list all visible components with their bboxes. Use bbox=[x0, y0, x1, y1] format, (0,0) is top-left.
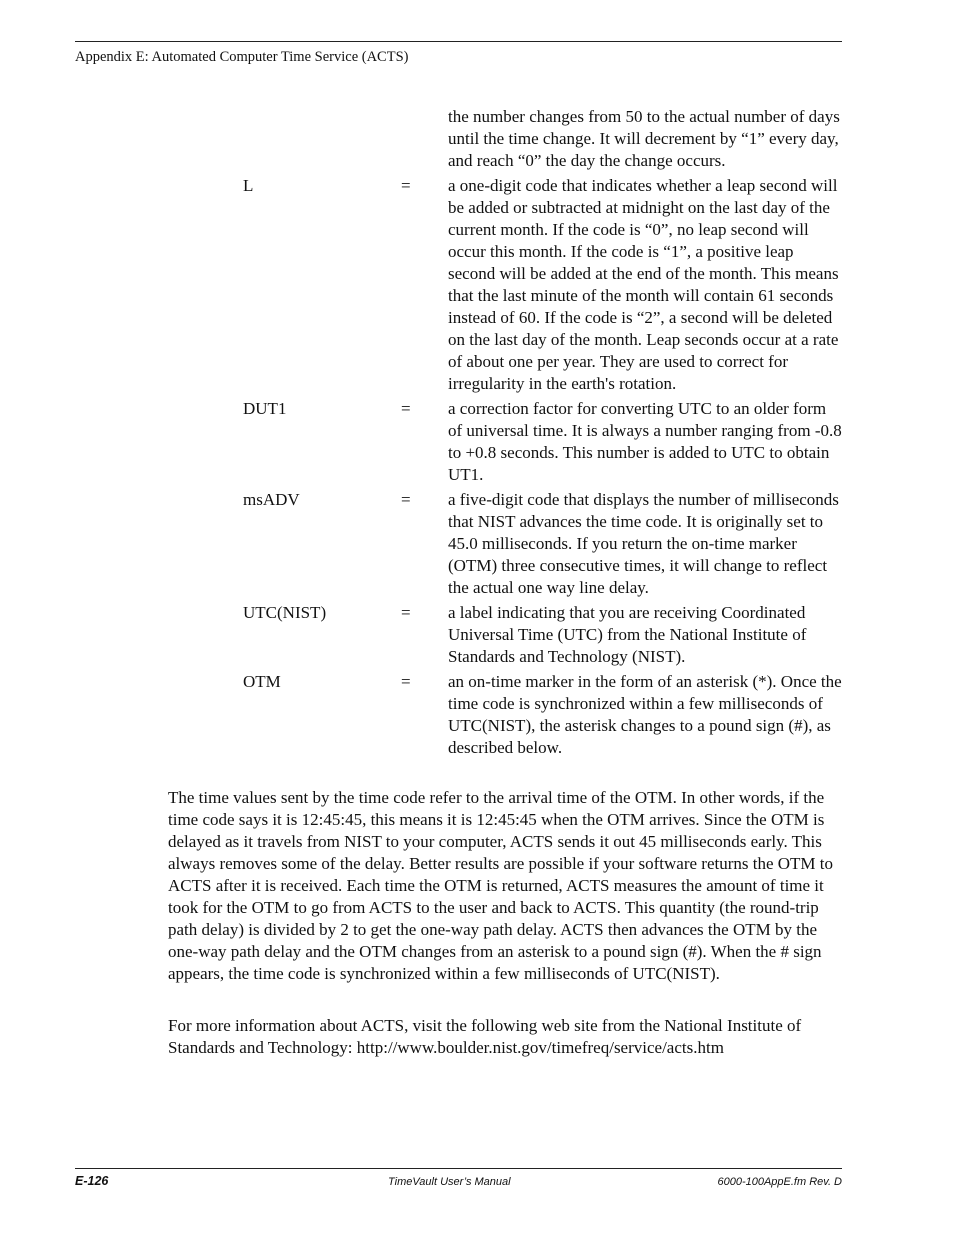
definition-term: L bbox=[243, 176, 254, 195]
definition-item bbox=[0, 106, 954, 172]
definition-text: an on-time marker in the form of an asterisk (*). Once the time code is synchronized within a few milliseconds of UTC(NIST), the asterisk changes to a pound sign (#), as described below. bbox=[448, 672, 842, 757]
definition-text: the number changes from 50 to the actual number of days until the time change. It will decrement by “1” every day, and reach “0” the day the change occurs. bbox=[448, 107, 840, 170]
definition-equals: = bbox=[401, 399, 411, 418]
body-paragraph-otm-timing: The time values sent by the time code refer to the arrival time of the OTM. In other words, if the time code says it is 12:45:45, this means it is 12:45:45 when the OTM arrives. Since the OTM is delayed as it travels from NIST to your computer, ACTS sends it out 45 milliseconds early. This always removes some of the delay. Better results are possible if your software returns the OTM to ACTS after it is received. Each time the OTM is returned, ACTS measures the amount of time it took for the OTM to go from ACTS to the user and back to ACTS. This quantity (the round-trip path delay) is divided by 2 to get the one-way path delay. ACTS then advances the OTM by the one-way path delay and the OTM changes from an asterisk to a pound sign (#). When the # sign appears, the time code is synchronized within a few milliseconds of UTC(NIST). bbox=[168, 788, 834, 983]
definition-term: msADV bbox=[243, 490, 300, 509]
file-revision: 6000-100AppE.fm Rev. D bbox=[717, 1176, 842, 1188]
definition-item bbox=[0, 602, 954, 668]
manual-title: TimeVault User’s Manual bbox=[388, 1176, 511, 1188]
running-header: Appendix E: Automated Computer Time Service (ACTS) bbox=[75, 49, 409, 65]
definition-term: UTC(NIST) bbox=[243, 603, 327, 622]
footer-rule bbox=[75, 1168, 842, 1169]
definition-equals: = bbox=[401, 490, 411, 509]
definition-item bbox=[0, 175, 954, 395]
definition-text: a five-digit code that displays the number of milliseconds that NIST advances the time code. It is originally set to 45.0 milliseconds. If you return the on-time marker (OTM) three consecutive times, it will change to reflect the actual one way line delay. bbox=[448, 490, 839, 597]
definition-equals: = bbox=[401, 672, 411, 691]
definition-list bbox=[0, 106, 954, 762]
definition-item bbox=[0, 398, 954, 486]
header-rule bbox=[75, 41, 842, 42]
definition-text: a correction factor for converting UTC to an older form of universal time. It is always a number ranging from -0.8 to +0.8 seconds. This number is added to UTC to obtain UT1. bbox=[448, 399, 842, 484]
definition-term: DUT1 bbox=[243, 399, 287, 418]
definition-text: a one-digit code that indicates whether a leap second will be added or subtracted at midnight on the last day of the current month. If the code is “0”, no leap second will occur this month. If the code is “1”, a positive leap second will be added at the end of the month. This means that the last minute of the month will contain 61 seconds instead of 60. If the code is “2”, a second will be deleted on the last day of the month. Leap seconds occur at a rate of about one per year. They are used to correct for irregularity in the earth's rotation. bbox=[448, 176, 839, 393]
definition-equals: = bbox=[401, 603, 411, 622]
definition-item bbox=[0, 489, 954, 599]
definition-text: a label indicating that you are receiving Coordinated Universal Time (UTC) from the National Institute of Standards and Technology (NIST). bbox=[448, 603, 807, 666]
definition-item bbox=[0, 671, 954, 759]
definition-term: OTM bbox=[243, 672, 281, 691]
body-paragraph-more-info: For more information about ACTS, visit the following web site from the National Institute of Standards and Technology: http://www.boulder.nist.gov/timefreq/service/acts.htm bbox=[168, 1016, 802, 1057]
page-number: E-126 bbox=[75, 1174, 109, 1188]
definition-equals: = bbox=[401, 176, 411, 195]
